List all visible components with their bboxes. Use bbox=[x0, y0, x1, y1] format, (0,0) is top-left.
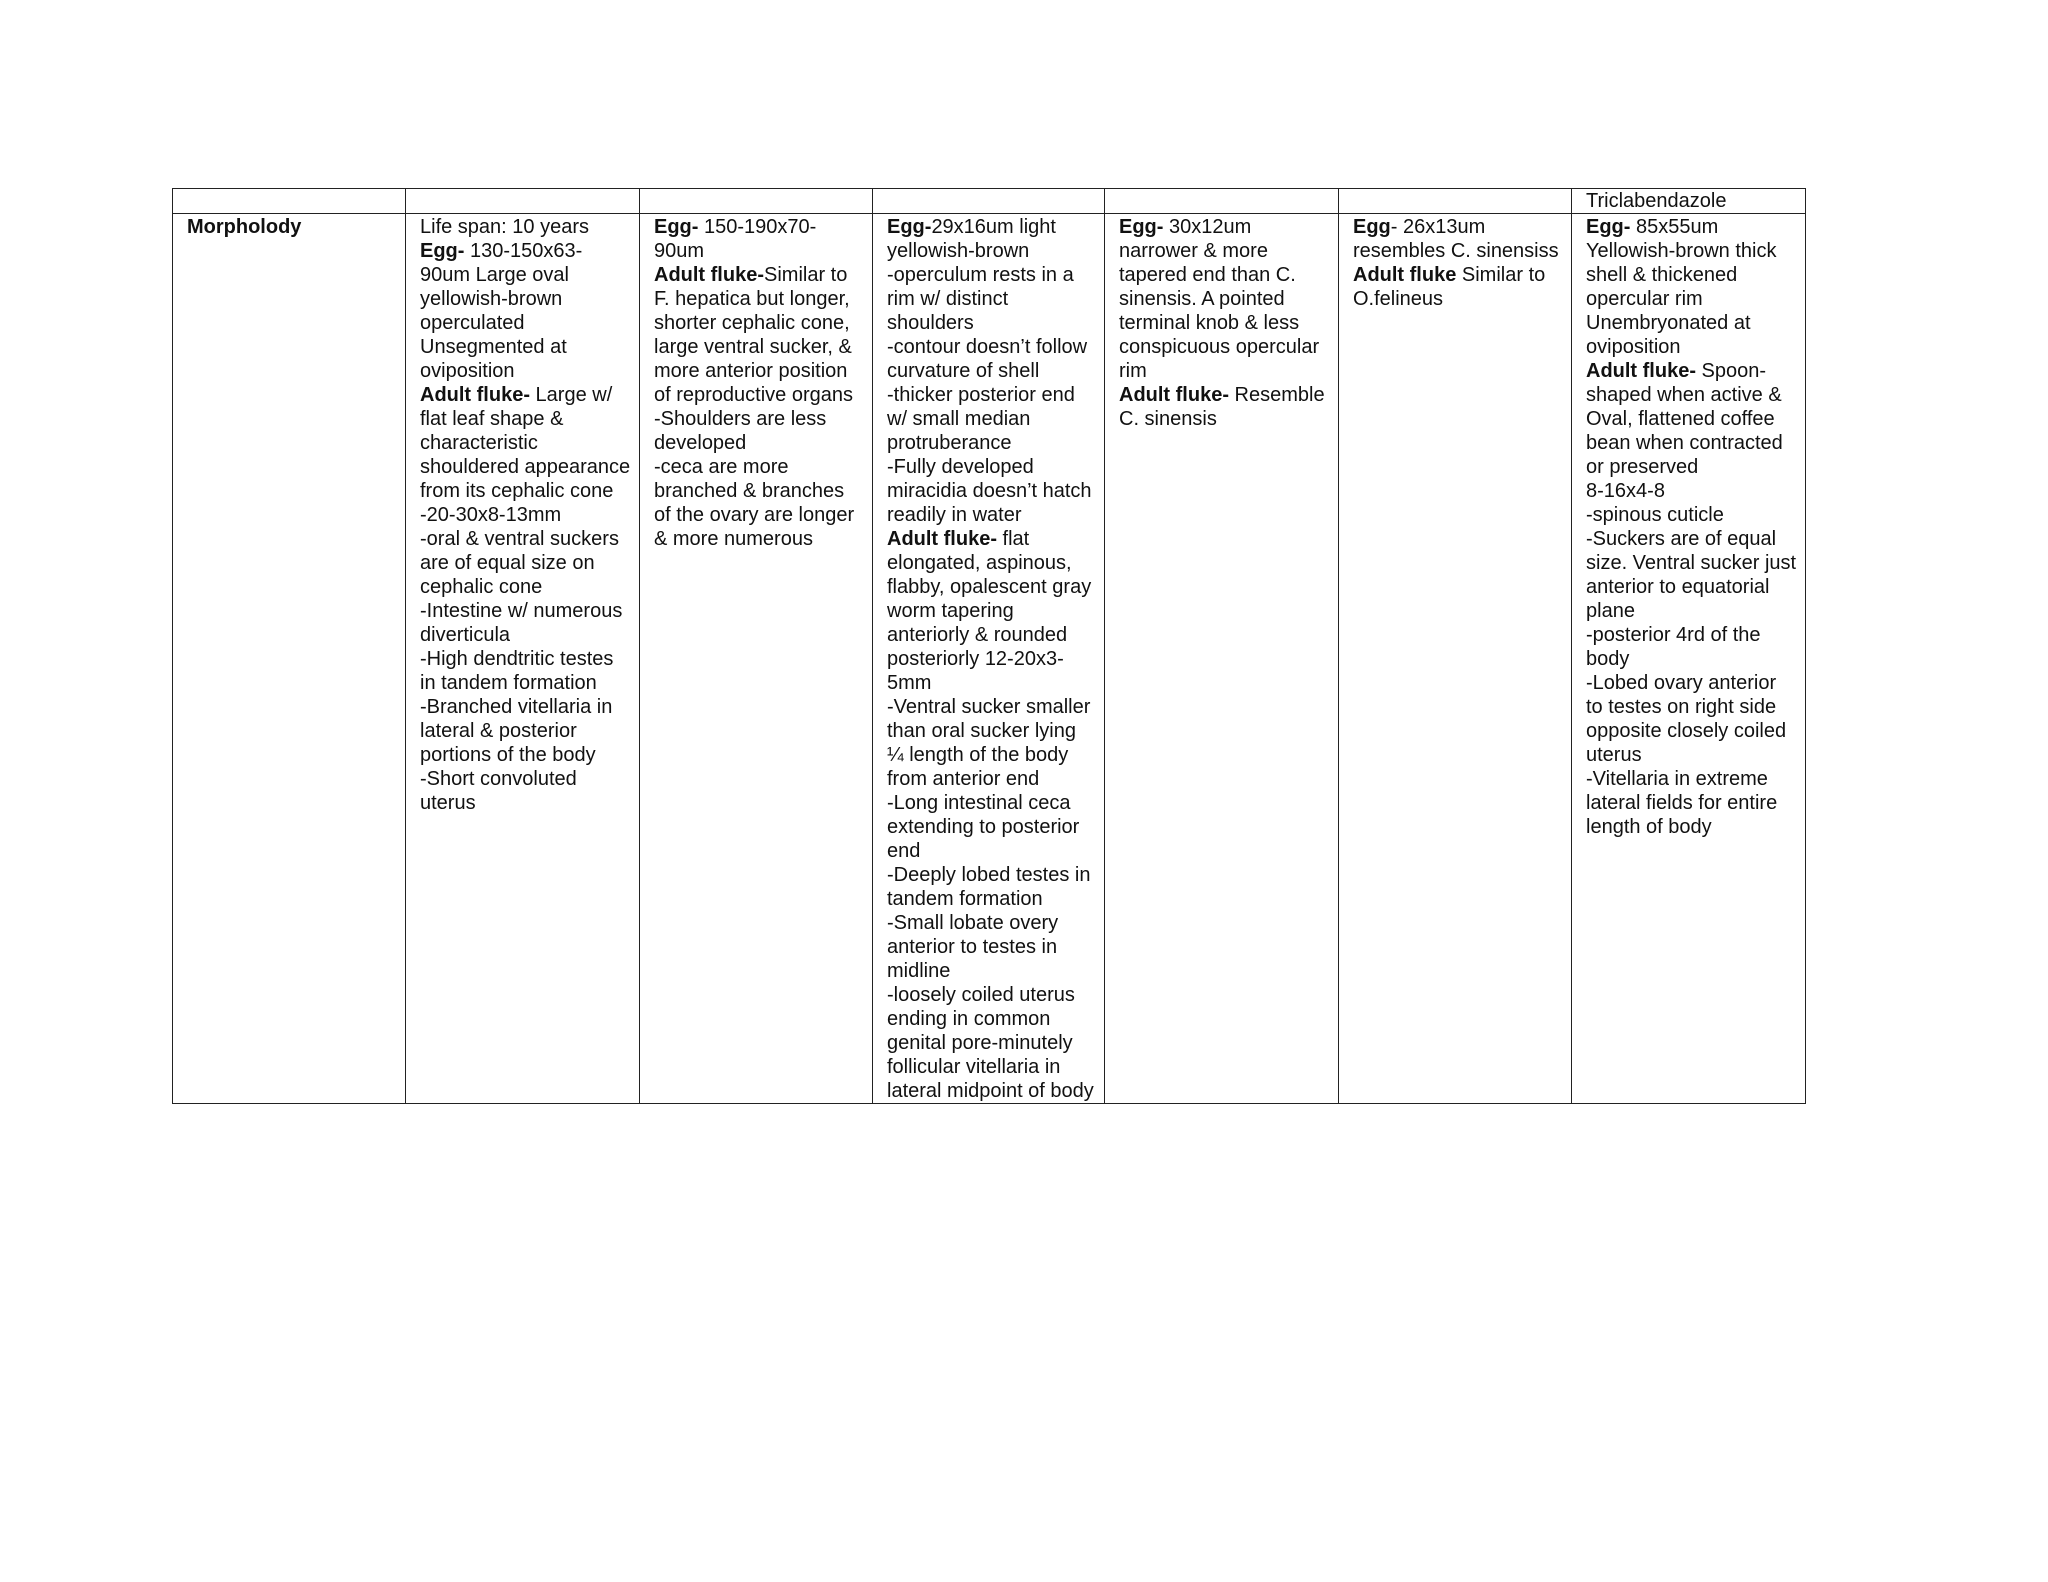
cell-text: -spinous cuticle bbox=[1586, 504, 1724, 526]
header-cell bbox=[873, 189, 1105, 214]
cell-text: -loosely coiled uterus ending in common genital pore-minutely follicular vitellaria in lateral midpoint of body bbox=[887, 984, 1094, 1102]
cell-text-segment bbox=[887, 695, 1096, 791]
cell-text: -contour doesn’t follow curvature of shell bbox=[887, 336, 1088, 382]
cell-text: -Shoulders are less developed bbox=[654, 408, 827, 454]
cell-text: -Vitellaria in extreme lateral fields for entire length of body bbox=[1586, 768, 1778, 838]
table-row-morphology bbox=[173, 214, 1806, 1104]
cell-text: -20-30x8-13mm bbox=[420, 504, 562, 526]
cell-text-segment bbox=[654, 407, 864, 455]
cell-text-segment bbox=[1586, 359, 1797, 479]
cell-text: 29x16um light yellowish-brown bbox=[887, 216, 1056, 262]
cell-text-segment bbox=[420, 647, 631, 695]
comparison-table bbox=[172, 188, 1806, 1104]
bold-heading-text: Egg- bbox=[654, 216, 699, 238]
cell-text-segment bbox=[887, 863, 1096, 911]
cell-text-segment bbox=[1586, 479, 1797, 503]
bold-heading-text: Adult fluke- bbox=[654, 264, 764, 286]
cell-text: - 26x13um resembles C. sinensiss bbox=[1353, 216, 1559, 262]
cell-text-segment bbox=[1586, 767, 1797, 839]
cell-text: -Short convoluted uterus bbox=[420, 768, 577, 814]
cell-text-segment bbox=[887, 455, 1096, 527]
cell-text: -Branched vitellaria in lateral & posterior portions of the body bbox=[420, 696, 613, 766]
cell-text: Similar to F. hepatica but longer, shorter cephalic cone, large ventral sucker, & more anterior position of reproductive organs bbox=[654, 264, 854, 406]
cell-text: Spoon-shaped when active & Oval, flattened coffee bean when contracted or preserved bbox=[1586, 360, 1783, 478]
cell-text-segment bbox=[654, 215, 864, 263]
bold-heading-text: Egg- bbox=[420, 240, 465, 262]
cell-text: -Suckers are of equal size. Ventral sucker just anterior to equatorial plane bbox=[1586, 528, 1797, 622]
cell-text: 85x55um Yellowish-brown thick shell & thickened opercular rim Unembryonated at oviposition bbox=[1586, 216, 1777, 358]
cell-text-segment bbox=[654, 263, 864, 407]
cell-text: 30x12um narrower & more tapered end than C. sinensis. A pointed terminal knob & less conspicuous opercular rim bbox=[1119, 216, 1320, 382]
cell-text: -Long intestinal ceca extending to posterior end bbox=[887, 792, 1080, 862]
cell-text-segment bbox=[1586, 503, 1797, 527]
table-cell bbox=[406, 214, 640, 1104]
cell-text-segment bbox=[1353, 263, 1563, 311]
cell-text-segment bbox=[887, 383, 1096, 455]
table-cell bbox=[640, 214, 873, 1104]
cell-text: flat elongated, aspinous, flabby, opalescent gray worm tapering anteriorly & rounded posteriorly 12-20x3-5mm bbox=[887, 528, 1092, 694]
header-cell bbox=[640, 189, 873, 214]
header-cell bbox=[406, 189, 640, 214]
bold-heading-text: Adult fluke- bbox=[1586, 360, 1696, 382]
bold-heading-text: Adult fluke bbox=[1353, 264, 1457, 286]
cell-text-segment bbox=[887, 527, 1096, 695]
cell-text: -oral & ventral suckers are of equal size on cephalic cone bbox=[420, 528, 619, 598]
cell-text: Life span: 10 years bbox=[420, 216, 589, 238]
table-cell bbox=[873, 214, 1105, 1104]
cell-text-segment bbox=[420, 503, 631, 527]
cell-text: Similar to O.felineus bbox=[1353, 264, 1546, 310]
cell-text: -Small lobate overy anterior to testes in midline bbox=[887, 912, 1059, 982]
cell-text-segment bbox=[1353, 215, 1563, 263]
cell-text: -High dendtritic testes in tandem formation bbox=[420, 648, 614, 694]
cell-text-segment bbox=[420, 767, 631, 815]
header-cell bbox=[1339, 189, 1572, 214]
cell-text-segment bbox=[420, 695, 631, 767]
cell-text-segment bbox=[420, 383, 631, 503]
bold-heading-text: Adult fluke- bbox=[1119, 384, 1229, 406]
cell-text: -Deeply lobed testes in tandem formation bbox=[887, 864, 1091, 910]
header-cell bbox=[173, 189, 406, 214]
bold-heading-text: Egg- bbox=[1119, 216, 1164, 238]
cell-text: -operculum rests in a rim w/ distinct shoulders bbox=[887, 264, 1074, 334]
cell-text-segment bbox=[1586, 215, 1797, 359]
cell-text-segment bbox=[887, 263, 1096, 335]
cell-text: -thicker posterior end w/ small median protruberance bbox=[887, 384, 1075, 454]
cell-text: -Ventral sucker smaller than oral sucker lying ¼ length of the body from anterior end bbox=[887, 696, 1091, 790]
cell-text: 8-16x4-8 bbox=[1586, 480, 1665, 502]
cell-text: -Fully developed miracidia doesn’t hatch readily in water bbox=[887, 456, 1092, 526]
cell-text-segment bbox=[1119, 215, 1330, 383]
bold-heading-text: Egg- bbox=[1586, 216, 1631, 238]
cell-text-segment bbox=[1586, 671, 1797, 767]
table-header-row bbox=[173, 189, 1806, 214]
cell-text: Resemble C. sinensis bbox=[1119, 384, 1325, 430]
cell-text-segment bbox=[887, 335, 1096, 383]
cell-text-segment bbox=[887, 983, 1096, 1103]
cell-text: 130-150x63-90um Large oval yellowish-brown operculated Unsegmented at oviposition bbox=[420, 240, 583, 382]
cell-text-segment bbox=[420, 599, 631, 647]
cell-text-segment bbox=[1586, 623, 1797, 671]
bold-heading-text: Adult fluke- bbox=[420, 384, 530, 406]
cell-text: -Lobed ovary anterior to testes on right side opposite closely coiled uterus bbox=[1586, 672, 1787, 766]
cell-text: -Intestine w/ numerous diverticula bbox=[420, 600, 623, 646]
cell-text: -posterior 4rd of the body bbox=[1586, 624, 1761, 670]
cell-text-segment bbox=[1586, 527, 1797, 623]
cell-text-segment bbox=[887, 791, 1096, 863]
cell-text-segment bbox=[887, 215, 1096, 263]
header-cell: Triclabendazole bbox=[1572, 189, 1806, 214]
row-label: Morpholody bbox=[173, 214, 406, 1104]
cell-text-segment bbox=[420, 239, 631, 383]
cell-text-segment bbox=[887, 911, 1096, 983]
cell-text: 150-190x70-90um bbox=[654, 216, 817, 262]
cell-text: -ceca are more branched & branches of the ovary are longer & more numerous bbox=[654, 456, 855, 550]
cell-text-segment bbox=[420, 527, 631, 599]
cell-text-segment bbox=[654, 455, 864, 551]
bold-heading-text: Adult fluke- bbox=[887, 528, 997, 550]
header-cell bbox=[1105, 189, 1339, 214]
bold-heading-text: Egg bbox=[1353, 216, 1391, 238]
table-cell bbox=[1572, 214, 1806, 1104]
table-cell bbox=[1105, 214, 1339, 1104]
table-cell bbox=[1339, 214, 1572, 1104]
cell-text-segment bbox=[1119, 383, 1330, 431]
bold-heading-text: Egg- bbox=[887, 216, 932, 238]
cell-text: Large w/ flat leaf shape & characteristic shouldered appearance from its cephalic cone bbox=[420, 384, 631, 502]
cell-text-segment bbox=[420, 215, 631, 239]
